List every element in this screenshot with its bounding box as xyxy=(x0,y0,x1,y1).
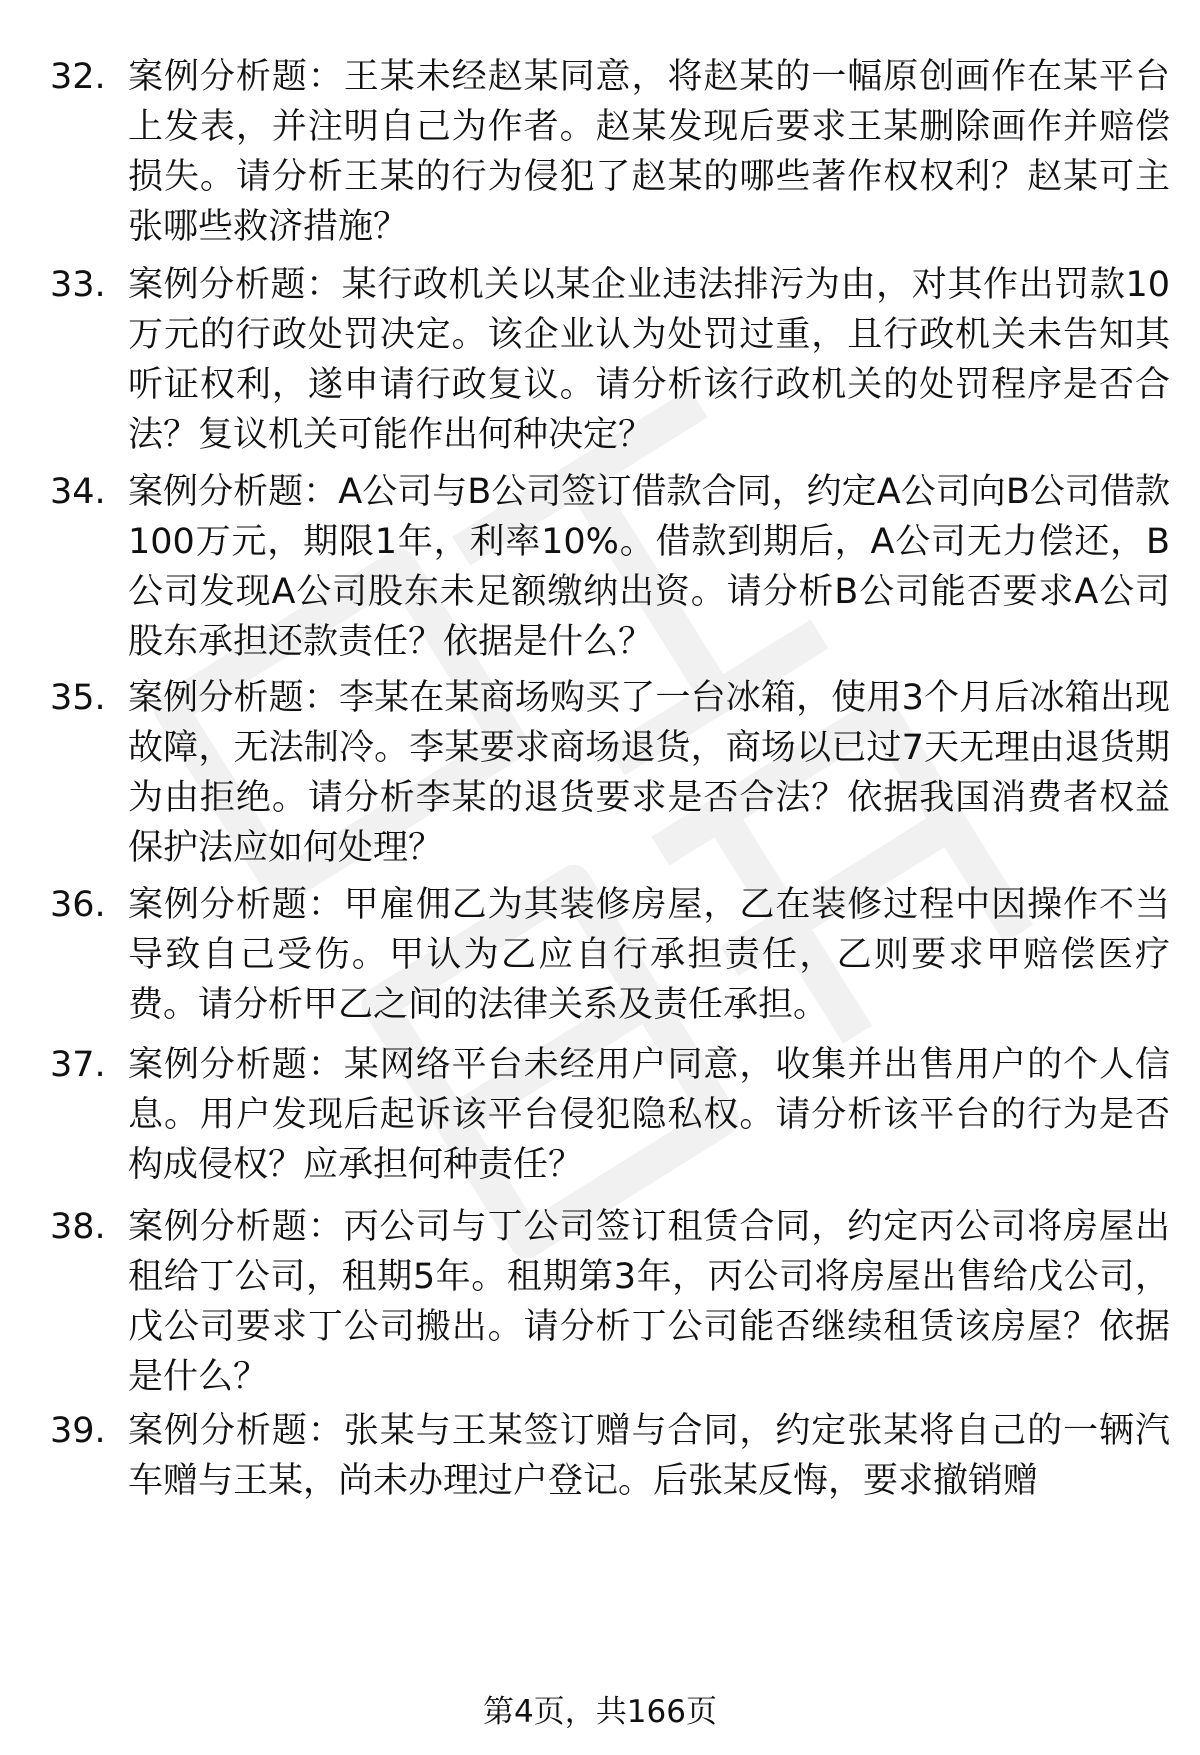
question-32 xyxy=(50,52,1170,252)
question-text: 案例分析题：甲雇佣乙为其装修房屋，乙在装修过程中因操作不当导致自己受伤。甲认为乙应自行承担责任，乙则要求甲赔偿医疗费。请分析甲乙之间的法律关系及责任承担。 xyxy=(128,885,1170,1025)
question-34 xyxy=(50,467,1170,667)
question-38 xyxy=(50,1202,1170,1402)
question-number: 36. xyxy=(50,885,106,925)
question-number: 37. xyxy=(50,1045,106,1085)
question-number: 34. xyxy=(50,472,106,512)
question-text: 案例分析题：丙公司与丁公司签订租赁合同，约定丙公司将房屋出租给丁公司，租期5年。租期第3年，丙公司将房屋出售给戊公司，戊公司要求丁公司搬出。请分析丁公司能否继续租赁该房屋？依据是什么？ xyxy=(128,1207,1170,1397)
page-footer: 第4页，共166页 xyxy=(483,1694,717,1730)
question-37 xyxy=(50,1040,1170,1190)
question-33 xyxy=(50,260,1170,460)
question-39 xyxy=(50,1406,1170,1506)
question-number: 39. xyxy=(50,1411,106,1451)
question-text: 案例分析题：李某在某商场购买了一台冰箱，使用3个月后冰箱出现故障，无法制冷。李某要求商场退货，商场以已过7天无理由退货期为由拒绝。请分析李某的退货要求是否合法？依据我国消费者权益保护法应如何处理？ xyxy=(128,678,1170,868)
question-number: 33. xyxy=(50,265,106,305)
question-text: 案例分析题：张某与王某签订赠与合同，约定张某将自己的一辆汽车赠与王某，尚未办理过户登记。后张某反悔，要求撤销赠 xyxy=(128,1411,1170,1501)
question-text: 案例分析题：A公司与B公司签订借款合同，约定A公司向B公司借款100万元，期限1年，利率10%。借款到期后，A公司无力偿还，B公司发现A公司股东未足额缴纳出资。请分析B公司能否要求A公司股东承担还款责任？依据是什么？ xyxy=(128,472,1170,662)
question-text: 案例分析题：某行政机关以某企业违法排污为由，对其作出罚款10万元的行政处罚决定。该企业认为处罚过重，且行政机关未告知其听证权利，遂申请行政复议。请分析该行政机关的处罚程序是否合法？复议机关可能作出何种决定？ xyxy=(128,265,1170,455)
question-36 xyxy=(50,880,1170,1030)
question-number: 32. xyxy=(50,57,106,97)
question-number: 35. xyxy=(50,678,106,718)
question-text: 案例分析题：王某未经赵某同意，将赵某的一幅原创画作在某平台上发表，并注明自己为作者。赵某发现后要求王某删除画作并赔偿损失。请分析王某的行为侵犯了赵某的哪些著作权权利？赵某可主张哪些救济措施？ xyxy=(128,57,1170,247)
question-text: 案例分析题：某网络平台未经用户同意，收集并出售用户的个人信息。用户发现后起诉该平台侵犯隐私权。请分析该平台的行为是否构成侵权？应承担何种责任？ xyxy=(128,1045,1170,1185)
question-35 xyxy=(50,673,1170,873)
question-number: 38. xyxy=(50,1207,106,1247)
